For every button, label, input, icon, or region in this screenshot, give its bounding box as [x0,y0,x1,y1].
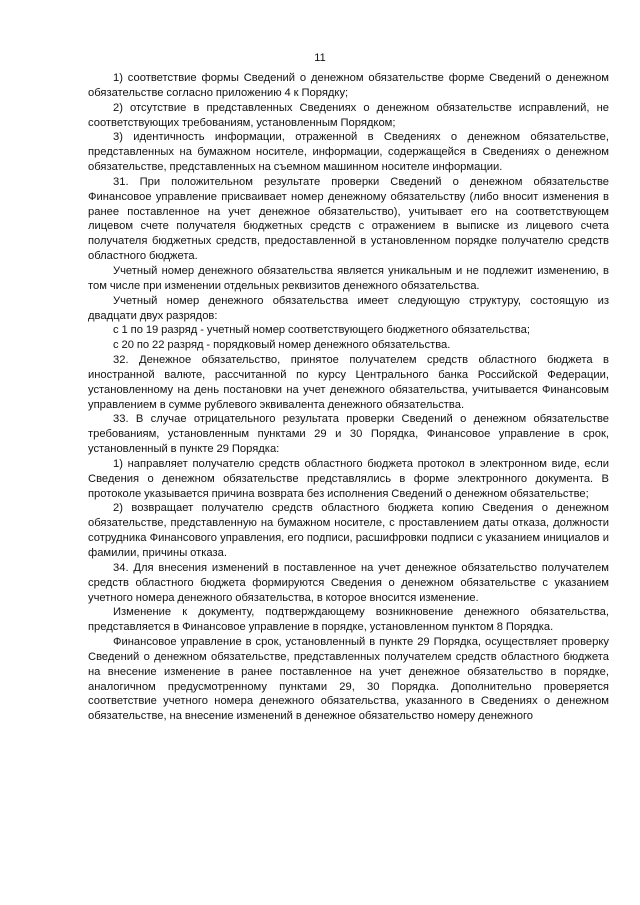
paragraph-clause-33-item-1: 1) направляет получателю средств областного бюджета протокол в электронном виде, если Сведения о денежном обязательстве представлялись в форме электронного документа. В протоколе указывается причина возврата без исполнения Сведений о денежном обязательстве; [88,457,609,500]
paragraph-digits-20-22: с 20 по 22 разряд - порядковый номер денежного обязательства. [113,339,451,352]
paragraph-clause-33: 33. В случае отрицательного результата проверки Сведений о денежном обязательстве требованиям, установленным пунктами 29 и 30 Порядка, Финансовое управление в срок, установленный в пункте 29 Порядка: [88,413,609,456]
paragraph-digits-1-19: с 1 по 19 разряд - учетный номер соответствующего бюджетного обязательства; [113,324,530,337]
paragraph-clause-31: 31. При положительном результате проверки Сведений о денежном обязательстве Финансовое управление присваивает номер денежному обязательству (либо вносит изменения в ранее поставленное на учет денежное обязательство), учитывает его на соответствующем лицевом счете получателя бюджетных средств с отражением в выписке из лицевого счета получателя бюджетных средств, предоставленной в установленном порядке получателю средств областного бюджета. [88,175,609,263]
paragraph-change-verification: Финансовое управление в срок, установленный в пункте 29 Порядка, осуществляет проверку Сведений о денежном обязательстве, представленных получателем средств областного бюджета на внесение изменение в ранее поставленное на учет денежное обязательство в порядке, аналогичном предусмотренному пунктами 29, 30 Порядка. Дополнительно проверяется соответствие учетного номера денежного обязательства, указанного в Сведениях о денежном обязательстве, на внесение изменений в денежное обязательство номеру денежного [88,636,609,723]
paragraph-unique-number: Учетный номер денежного обязательства является уникальным и не подлежит изменению, в том числе при изменении отдельных реквизитов денежного обязательства. [88,264,609,292]
paragraph-item-3-identity-of-information: 3) идентичность информации, отраженной в Сведениях о денежном обязательстве, представленных на бумажном носителе, информации, содержащейся в Сведениях о денежном обязательстве, представленных на съемном машинном носителе информации. [88,131,609,174]
paragraph-change-document: Изменение к документу, подтверждающему возникновение денежного обязательства, представляется в Финансовое управление в порядке, установленном пунктом 8 Порядка. [88,606,609,634]
paragraph-number-structure: Учетный номер денежного обязательства имеет следующую структуру, состоящую из двадцати двух разрядов: [88,294,609,322]
paragraph-clause-33-item-2: 2) возвращает получателю средств областного бюджета копию Сведения о денежном обязательстве, представленную на бумажном носителе, с проставлением даты отказа, должности сотрудника Финансового управления, его подписи, расшифровки подписи с указанием инициалов и фамилии, причины отказа. [88,502,609,559]
paragraph-item-2-no-corrections: 2) отсутствие в представленных Сведениях о денежном обязательстве исправлений, не соответствующих требованиям, установленным Порядком; [88,101,609,129]
document-body [88,71,609,724]
paragraph-item-1-form-conformity: 1) соответствие формы Сведений о денежном обязательстве форме Сведений о денежном обязательстве согласно приложению 4 к Порядку; [88,72,609,99]
paragraph-clause-32: 32. Денежное обязательство, принятое получателем средств областного бюджета в иностранной валюте, рассчитанной по курсу Центрального банка Российской Федерации, установленному на день постановки на учет денежного обязательства, учитывается Финансовым управлением в сумме рублевого эквивалента денежного обязательства. [88,354,609,411]
paragraph-clause-34: 34. Для внесения изменений в поставленное на учет денежное обязательство получателем средств областного бюджета формируются Сведения о денежном обязательстве с указанием учетного номера денежного обязательства, в которое вносится изменение. [88,561,609,604]
page-number: 11 [314,52,326,64]
